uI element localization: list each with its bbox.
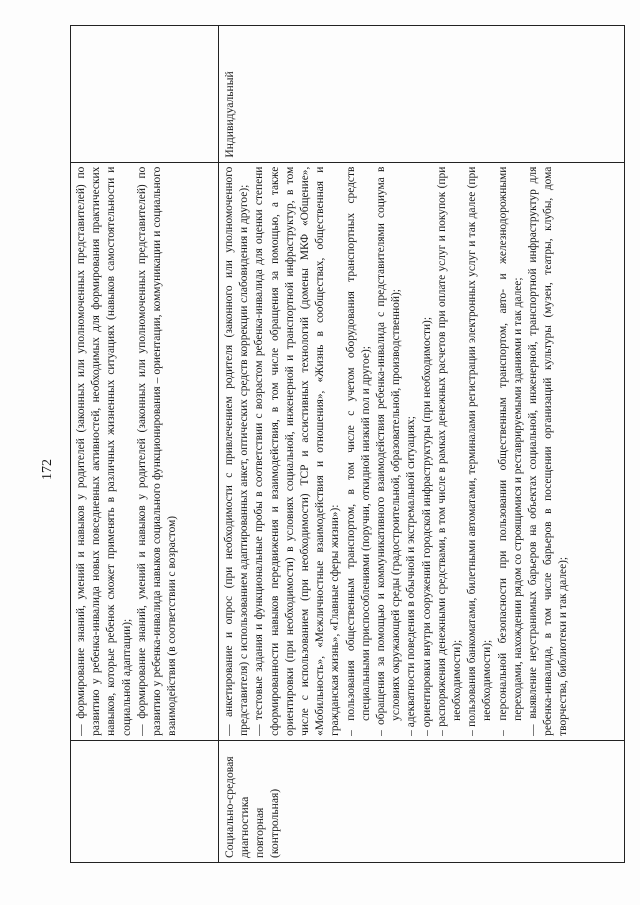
table-row <box>219 26 625 863</box>
content-paragraph: — формирование знаний, умений и навыков у родителей (законных или уполномоченных представителей) по развитию у ребенка-инвалида новых повседневных активностей, необходимых для формирования практических навыков, которые ребенок сможет применять в различных жизненных ситуациях (навыков самостоятельности и социальной адаптации); <box>75 166 133 736</box>
table-row <box>71 26 219 863</box>
content-paragraph: — формирование знаний, умений и навыков у родителей (законных или уполномоченных представителей) по развитию у ребенка-инвалида навыков социального функционирования – ориентации, коммуникации и социального взаимодействия (в соответствии с возрастом) <box>135 166 179 736</box>
list-item: – пользования общественным транспортом, в том числе с учетом оборудования транспортных средств специальными приспособлениями (поручни, откидной низкий пол и другое); <box>344 166 372 736</box>
content-paragraph: — анкетирование и опрос (при необходимости с привлечением родителя (законного или уполномоченного представителя) с использованием адаптированных анкет, оптических средств коррекции слабовидения и другое); <box>223 166 251 736</box>
table-cell-content <box>219 162 625 740</box>
procedure-table <box>70 25 625 863</box>
list-item: – распоряжения денежными средствами, в том числе в рамках денежных расчетов при оплате услуг и покупок (при необходимости); <box>435 166 464 736</box>
table-cell-label <box>71 740 219 862</box>
period-value: Индивидуальный <box>219 26 625 163</box>
table-cell-period <box>71 26 219 163</box>
row-label: Социально-средовая диагностика повторная (контрольная) <box>219 740 625 862</box>
content-paragraph: — выявление неустранимых барьеров на объектах социальной, инженерной, транспортной инфраструктур для ребенка-инвалида, в том числе барьеров в посещении организаций культуры (музеи, театры, клубы, дома творчества, библиотеки и так далее); <box>527 166 570 736</box>
list-item: – пользования банкоматами, билетными автоматами, терминалами регистрации электронных услуг и так далее (при необходимости); <box>466 166 494 736</box>
page-number: 172 <box>40 459 55 480</box>
list-item: – персональной безопасности при пользовании общественным транспортом, авто- и железнодорожными переходами, нахождении рядом со строящимися и реставрируемыми зданиями и так далее; <box>496 166 524 736</box>
list-item: – обращения за помощью и коммуникативного взаимодействия ребенка-инвалида с представителями социума в условиях окружающей среды (градостроительной, образовательной, производственной); <box>375 166 403 736</box>
content-paragraph: — тестовые задания и функциональные пробы в соответствии с возрастом ребенка-инвалида для оценки степени сформированности навыков передвижения и взаимодействия, в том числе обращения за помощью, а также ориентировки (при необходимости) в условиях социальной, инженерной и транспортной инфраструктур, в том числе с использованием (при необходимости) ТСР и ассистивных технологий (домены МКФ «Общение», «Мобильность», «Межличностные взаимодействия и отношения», «Жизнь в сообществах, общественная и гражданская жизнь», «Главные сферы жизни»): <box>253 166 342 736</box>
table-cell-content <box>71 162 219 740</box>
list-item: – адекватности поведения в обычной и экстремальной ситуациях; <box>405 416 418 736</box>
list-item: – ориентировки внутри сооружений городской инфраструктуры (при необходимости); <box>420 316 433 736</box>
